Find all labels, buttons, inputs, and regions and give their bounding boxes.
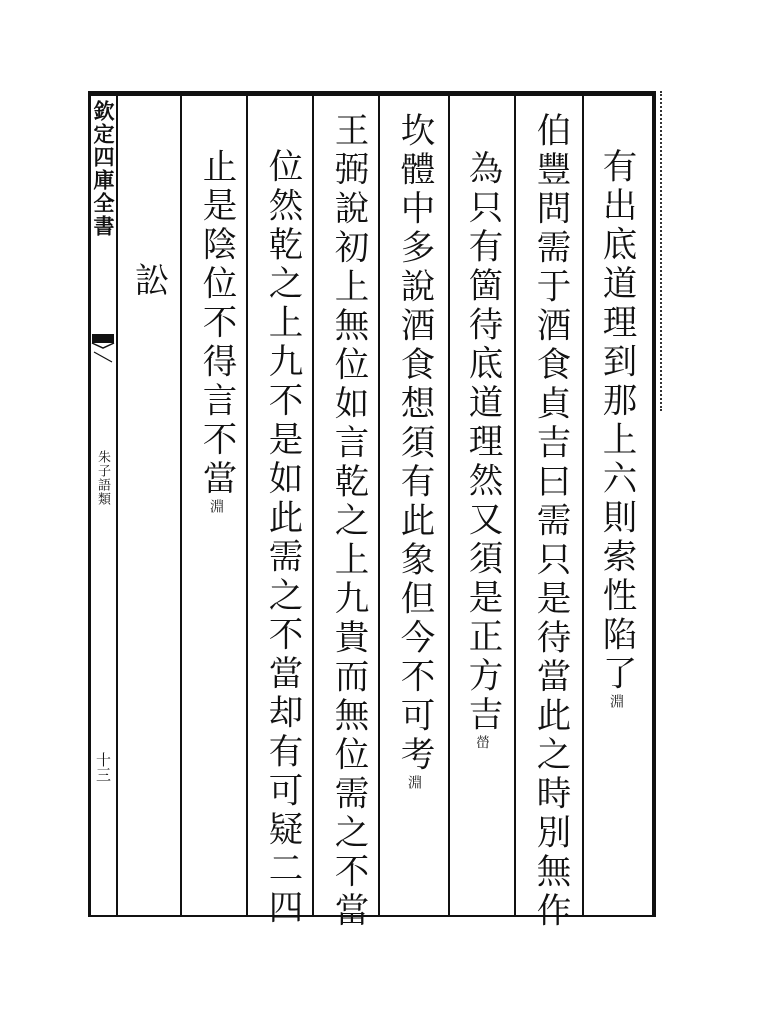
source-note: 淵 xyxy=(608,694,624,708)
text-column-6: 位然乾之上九不是如此需之不當却有可疑二四 xyxy=(262,148,302,928)
fishtail-mark xyxy=(90,334,116,364)
text-column-1: 有出底道理到那上六則索性陷了淵 xyxy=(596,148,636,708)
column-rule xyxy=(180,91,182,917)
page-number: 十三 xyxy=(94,752,112,782)
page-frame-right xyxy=(652,91,656,917)
column-rule xyxy=(514,91,516,917)
collection-title: 欽定四庫全書 xyxy=(91,100,116,238)
hexagram-heading: 訟 xyxy=(128,262,168,301)
column-rule xyxy=(312,91,314,917)
frame-edge-wear xyxy=(658,91,662,411)
text-column-5: 王弼說初上無位如言乾之上九貴而無位需之不當 xyxy=(328,112,368,931)
text-column-2: 伯豐問需于酒食貞吉曰需只是待當此之時別無作 xyxy=(530,112,570,931)
page-frame-top xyxy=(88,91,654,96)
source-note: 淵 xyxy=(208,499,224,513)
column-rule xyxy=(246,91,248,917)
source-note: 淵 xyxy=(406,775,422,789)
column-rule xyxy=(582,91,584,917)
book-title: 朱子語類 xyxy=(95,450,110,506)
column-rule xyxy=(378,91,380,917)
source-note: 嵤 xyxy=(474,735,490,749)
column-rule xyxy=(448,91,450,917)
text-column-7: 止是陰位不得言不當淵 xyxy=(196,148,236,513)
text-column-4: 坎體中多說酒食想須有此象但今不可考淵 xyxy=(394,112,434,789)
text-column-3: 為只有箇待底道理然又須是正方吉嵤 xyxy=(462,150,502,749)
